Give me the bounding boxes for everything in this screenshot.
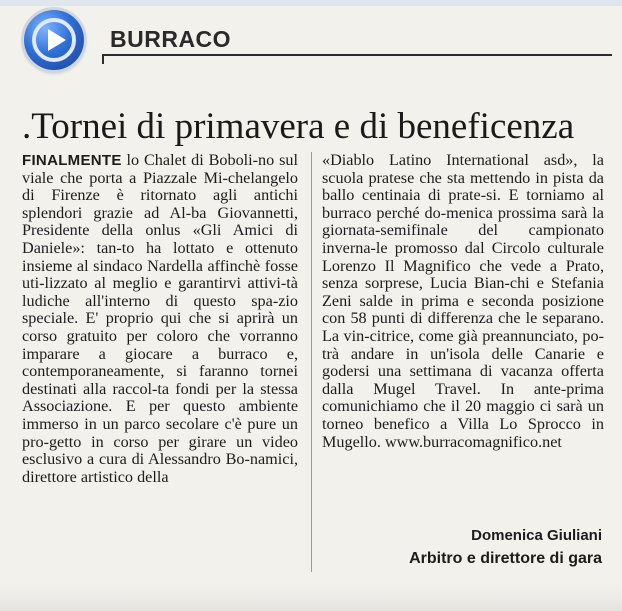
article-headline: .Tornei di primavera e di beneficenza (22, 105, 575, 147)
author-name: Domenica Giuliani (471, 527, 602, 544)
article-column-right (322, 152, 604, 451)
column-right-text: «Diablo Latino International asd», la scuola pratese che sta mettendo in pista da ballo centinaia di prate-si. E torniamo al burraco perché do-menica prossima sarà la giornata-semifinale del campionato inverna-le promosso dal Circolo culturale Lorenzo Il Magnifico che vede a Prato, senza sorprese, Lucia Bian-chi e Stefania Zeni salde in prima e seconda posizione con 58 punti di differenza che le separano. La vin-citrice, come già preannunciato, po-trà andare in un'isola delle Canarie e godersi una settimana di vacanza offerta dalla Mugel Travel. In ante-prima comunichiamo che il 20 maggio ci sarà un torneo benefico a Villa Lo Sprocco in Mugello. www.burracomagnifico.net (322, 151, 604, 451)
section-rule-tick (102, 54, 104, 64)
column-divider (311, 152, 312, 572)
section-label: BURRACO (110, 26, 232, 52)
author-role: Arbitro e direttore di gara (409, 550, 602, 567)
page-bottom-shadow (0, 585, 622, 611)
lead-word: FINALMENTE (22, 152, 122, 169)
play-triangle-graphic (24, 10, 84, 70)
play-icon (24, 10, 84, 70)
section-rule (102, 54, 612, 56)
column-left-text: lo Chalet di Boboli-no sul viale che porta a Piazzale Mi-chelangelo di Firenze è ritornato agli antichi splendori grazie ad Al-ba Giovannetti, Presidente della onlus «Gli Amici di Daniele»: tan-to ha lottato e ottenuto insieme al sindaco Nardella affinchè fosse uti-lizzato al meglio e garantirvi attivi-tà ludiche all'interno di questo spa-zio speciale. E' proprio qui che si aprirà un corso gratuito per coloro che vorranno imparare a giocare a burraco e, contemporaneamente, si faranno tornei destinati alla raccol-ta fondi per la stessa Associazione. E per questo ambiente immerso in un parco secolare c'è pure un pro-getto in corso per girare un video esclusivo a cura di Alessandro Bo-namici, direttore artistico della (22, 151, 298, 486)
page-top-strip (0, 0, 622, 6)
article-column-left (22, 152, 298, 486)
